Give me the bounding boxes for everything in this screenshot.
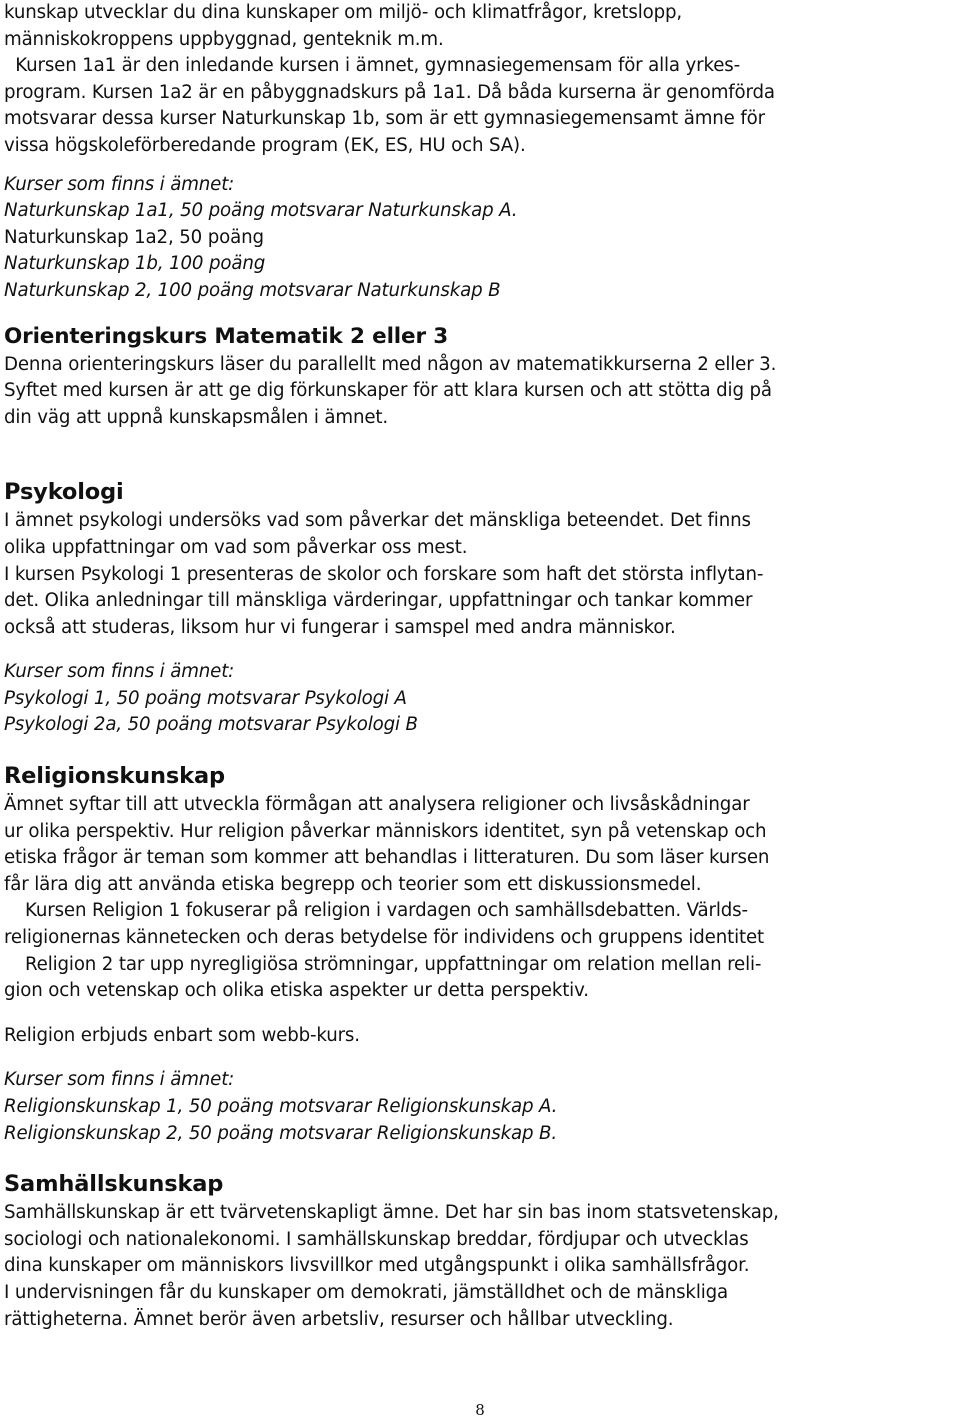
courses-label: Kurser som finns i ämnet: [4, 173, 235, 195]
course-item: Religionskunskap 2, 50 poäng motsvarar Religionskunskap B. [4, 1122, 557, 1144]
paragraph-line: Samhällskunskap är ett tvärvetenskapligt ämne. Det har sin bas inom statsvetenskap, [4, 1202, 779, 1224]
section-heading: Religionskunskap [4, 763, 225, 790]
paragraph-line: Kursen Religion 1 fokuserar på religion i vardagen och samhällsdebatten. Världs- [25, 900, 748, 922]
section-heading: Orienteringskurs Matematik 2 eller 3 [4, 323, 449, 349]
course-item: Naturkunskap 1a1, 50 poäng motsvarar Naturkunskap A. [4, 200, 518, 222]
paragraph-line: etiska frågor är teman som kommer att behandlas i litteraturen. Du som läser kursen [4, 847, 770, 869]
course-item: Religionskunskap 1, 50 poäng motsvarar Religionskunskap A. [4, 1096, 558, 1117]
course-item: Naturkunskap 1b, 100 poäng [4, 253, 266, 275]
naturkunskap-section [4, 0, 958, 305]
matematik-section [4, 321, 958, 432]
paragraph-line: människokroppens uppbyggnad, genteknik m.m. [4, 28, 444, 50]
page-number: 8 [475, 1401, 485, 1419]
course-item: Psykologi 1, 50 poäng motsvarar Psykologi A [4, 687, 407, 709]
section-heading: Psykologi [4, 479, 124, 506]
paragraph-line: Kursen 1a1 är den inledande kursen i ämnet, gymnasiegemensam för alla yrkes- [4, 55, 741, 77]
course-item: Psykologi 2a, 50 poäng motsvarar Psykologi B [4, 714, 418, 736]
paragraph-line: Religion 2 tar upp nyregligiösa strömningar, uppfattningar om relation mellan reli- [25, 953, 762, 975]
paragraph-line: får lära dig att använda etiska begrepp och teorier som ett diskussionsmedel. [4, 873, 702, 895]
paragraph-line: olika uppfattningar om vad som påverkar oss mest. [4, 536, 468, 558]
paragraph-line: det. Olika anledningar till mänskliga värderingar, uppfattningar och tankar kommer [4, 590, 753, 612]
paragraph-line: gion och vetenskap och olika etiska aspekter ur detta perspektiv. [4, 980, 589, 1002]
section-heading: Samhällskunskap [4, 1171, 224, 1198]
paragraph-line: dina kunskaper om människors livsvillkor med utgångspunkt i olika samhällsfrågor. [4, 1255, 750, 1277]
paragraph-line: rättigheterna. Ämnet berör även arbetsliv, resurser och hållbar utveckling. [4, 1308, 674, 1330]
paragraph-line: också att studeras, liksom hur vi fungerar i samspel med andra människor. [4, 616, 676, 638]
course-item: Naturkunskap 1a2, 50 poäng [4, 226, 264, 248]
religion-section [4, 761, 958, 1147]
paragraph-line: program. Kursen 1a2 är en påbyggnadskurs på 1a1. Då båda kurserna är genomförda [4, 81, 775, 103]
paragraph-line: religionernas kännetecken och deras betydelse för individens och gruppens identitet [4, 927, 764, 949]
courses-label: Kurser som finns i ämnet: [4, 1069, 235, 1091]
course-item: Naturkunskap 2, 100 poäng motsvarar Naturkunskap B [4, 279, 501, 301]
courses-label: Kurser som finns i ämnet: [4, 661, 235, 683]
samhall-section [4, 1169, 958, 1333]
paragraph-line: vissa högskoleförberedande program (EK, ES, HU och SA). [4, 134, 526, 156]
paragraph-line: din väg att uppnå kunskapsmålen i ämnet. [4, 406, 389, 428]
document-page [4, 0, 958, 1333]
paragraph-line: Syftet med kursen är att ge dig förkunskaper för att klara kursen och att stötta dig på [4, 380, 772, 402]
paragraph-line: I undervisningen får du kunskaper om demokrati, jämställdhet och de mänskliga [4, 1281, 729, 1303]
paragraph-line: ur olika perspektiv. Hur religion påverkar människors identitet, syn på vetenskap och [4, 820, 767, 842]
paragraph-line: Denna orienteringskurs läser du parallellt med någon av matematikkurserna 2 eller 3. [4, 353, 777, 375]
paragraph-line: motsvarar dessa kurser Naturkunskap 1b, som är ett gymnasiegemensamt ämne för [4, 108, 765, 130]
paragraph-line: Ämnet syftar till att utveckla förmågan att analysera religioner och livsåskådningar [4, 794, 750, 816]
paragraph-line: sociologi och nationalekonomi. I samhällskunskap breddar, fördjupar och utvecklas [4, 1228, 749, 1250]
paragraph-line: kunskap utvecklar du dina kunskaper om miljö- och klimatfrågor, kretslopp, [4, 2, 683, 23]
religion-note: Religion erbjuds enbart som webb-kurs. [4, 1024, 360, 1046]
psykologi-section [4, 477, 958, 739]
paragraph-line: I kursen Psykologi 1 presenteras de skolor och forskare som haft det största inflytan- [4, 563, 764, 585]
paragraph-line: I ämnet psykologi undersöks vad som påverkar det mänskliga beteendet. Det finns [4, 510, 751, 532]
